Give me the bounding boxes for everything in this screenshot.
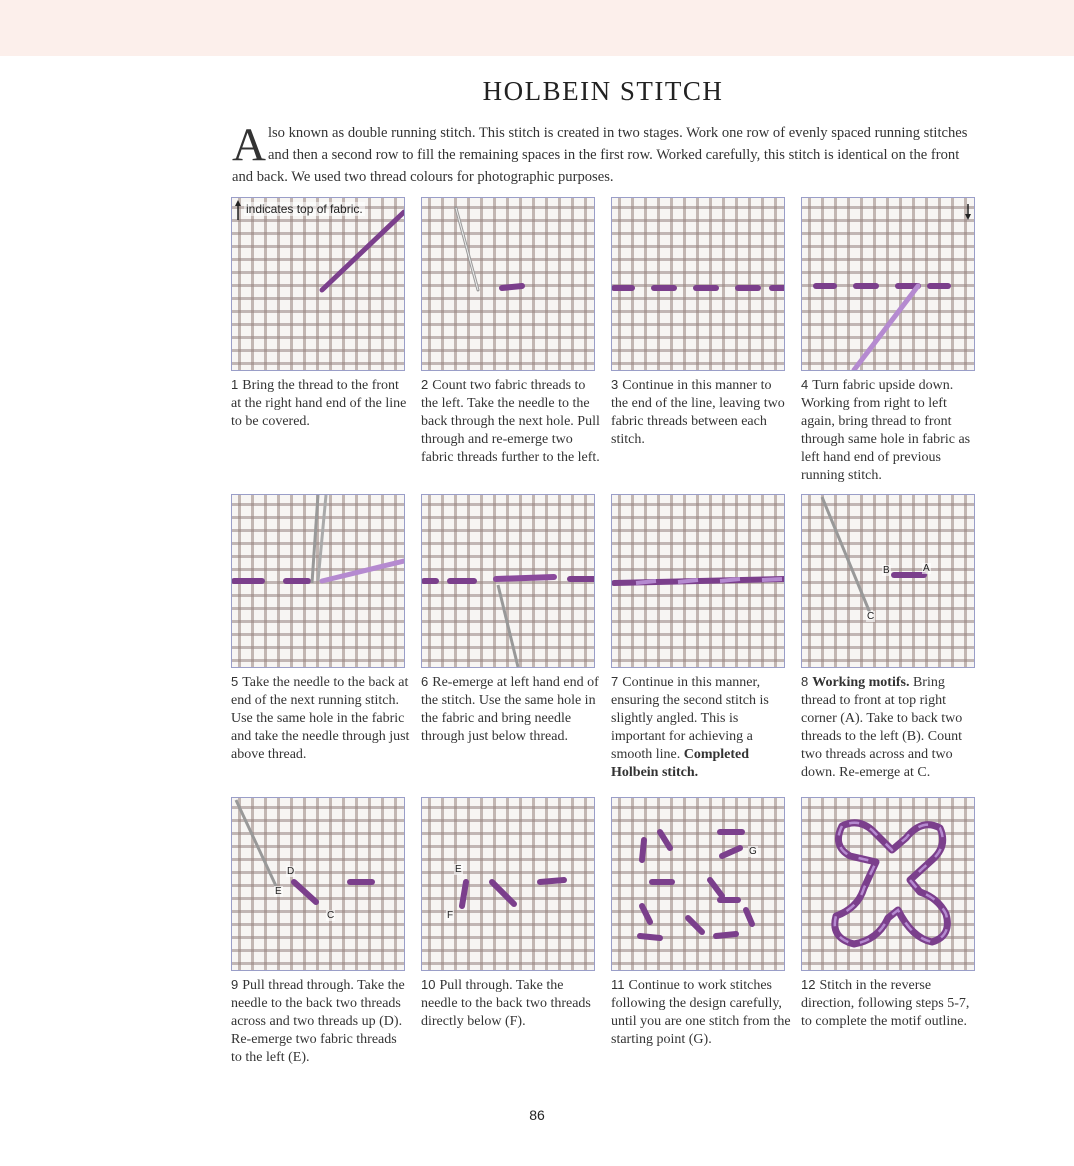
page-title: HOLBEIN STITCH (482, 76, 724, 106)
step-10-text: Pull through. Take the needle to the back two threads directly below (F). (421, 978, 591, 1029)
step-7-text: Continue in this manner, ensuring the second stitch is slightly angled. This is important for achieving a smooth line. (611, 675, 769, 762)
step-10-illustration (422, 798, 594, 970)
step-1-caption (231, 376, 411, 431)
page-number: 86 (529, 1107, 545, 1123)
step-8-photo (801, 494, 975, 668)
step-1-note: indicates top of fabric. (246, 202, 363, 216)
step-9-label-d: D (287, 866, 295, 877)
step-9-caption (231, 976, 411, 1067)
step-3-photo (611, 197, 785, 371)
step-7 (611, 494, 791, 782)
step-2 (421, 197, 601, 467)
step-8-caption (801, 673, 981, 782)
step-9-number: 9 (231, 977, 239, 992)
step-8-label-a: A (923, 563, 930, 574)
step-9-photo (231, 797, 405, 971)
step-5 (231, 494, 411, 764)
step-4-number: 4 (801, 377, 809, 392)
step-9 (231, 797, 411, 1067)
step-3-text: Continue in this manner to the end of the line, leaving two fabric threads between each stitch. (611, 378, 785, 447)
step-5-caption (231, 673, 411, 764)
step-4 (801, 197, 981, 485)
step-5-number: 5 (231, 674, 239, 689)
step-10-photo (421, 797, 595, 971)
step-1-number: 1 (231, 377, 239, 392)
step-10-label-e: E (455, 864, 462, 875)
step-5-illustration (232, 495, 404, 667)
step-10 (421, 797, 601, 1031)
step-1 (231, 197, 411, 431)
step-12-photo (801, 797, 975, 971)
step-4-caption (801, 376, 981, 485)
step-12-text: Stitch in the reverse direction, following steps 5-7, to complete the motif outline. (801, 978, 970, 1029)
step-5-text: Take the needle to the back at end of the next running stitch. Use the same hole in the fabric and take the needle through just above thread. (231, 675, 410, 762)
step-10-caption (421, 976, 601, 1031)
step-1-photo (231, 197, 405, 371)
step-2-number: 2 (421, 377, 429, 392)
step-9-label-c: C (327, 910, 335, 921)
step-12-number: 12 (801, 977, 816, 992)
intro-text: lso known as double running stitch. This stitch is created in two stages. Work one row of evenly spaced running stitches and then a second row to fill the remaining spaces in the first row. Worked carefully, this stitch is identical on the front and back. We used two thread colours for photographic purposes. (232, 125, 968, 185)
step-2-illustration (422, 198, 594, 370)
step-11-caption (611, 976, 791, 1049)
step-1-text: Bring the thread to the front at the right hand end of the line to be covered. (231, 378, 407, 429)
step-2-caption (421, 376, 601, 467)
step-4-photo (801, 197, 975, 371)
step-4-text: Turn fabric upside down. Working from right to left again, bring thread to front through same hole in fabric as left hand end of previous running stitch. (801, 378, 971, 483)
step-6-illustration (422, 495, 594, 667)
step-8-bold: Working motifs. (812, 675, 910, 690)
step-11 (611, 797, 791, 1049)
top-band (0, 0, 1074, 56)
step-1-illustration (232, 198, 404, 370)
step-6-number: 6 (421, 674, 429, 689)
step-11-number: 11 (611, 977, 625, 992)
step-2-text: Count two fabric threads to the left. Take the needle to the back through the next hole. Pull through and re-emerge two fabric threads further to the left. (421, 378, 600, 465)
step-6-photo (421, 494, 595, 668)
step-8-text: Bring thread to front at top right corner (A). Take to back two threads to the left (B). Count two threads across and two down. Re-emerge at C. (801, 675, 963, 780)
step-8-number: 8 (801, 674, 809, 689)
step-7-bold: Completed Holbein stitch. (611, 747, 750, 780)
step-9-illustration (232, 798, 404, 970)
step-7-number: 7 (611, 674, 619, 689)
step-3-illustration (612, 198, 784, 370)
step-3-number: 3 (611, 377, 619, 392)
step-8 (801, 494, 981, 782)
step-4-illustration (802, 198, 974, 370)
step-7-caption (611, 673, 791, 782)
step-2-photo (421, 197, 595, 371)
step-8-label-c: C (867, 611, 875, 622)
step-11-text: Continue to work stitches following the design carefully, until you are one stitch from the starting point (G). (611, 978, 791, 1047)
step-8-illustration (802, 495, 974, 667)
step-7-illustration (612, 495, 784, 667)
step-12 (801, 797, 981, 1031)
step-6 (421, 494, 601, 746)
step-3-caption (611, 376, 791, 449)
step-12-caption (801, 976, 981, 1031)
step-11-label-g: G (749, 846, 757, 857)
step-9-label-e: E (275, 886, 282, 897)
step-7-photo (611, 494, 785, 668)
step-6-caption (421, 673, 601, 746)
step-8-label-b: B (883, 565, 890, 576)
step-12-illustration (802, 798, 974, 970)
step-11-illustration (612, 798, 784, 970)
step-3 (611, 197, 791, 449)
step-9-text: Pull thread through. Take the needle to the back two threads across and two threads up (D). Re-emerge two fabric threads to the left (E). (231, 978, 405, 1065)
intro-dropcap: A (232, 119, 266, 171)
step-5-photo (231, 494, 405, 668)
step-10-label-f: F (447, 910, 454, 921)
step-11-photo (611, 797, 785, 971)
intro-paragraph (232, 119, 972, 188)
step-10-number: 10 (421, 977, 436, 992)
step-6-text: Re-emerge at left hand end of the stitch. Use the same hole in the fabric and bring needle through just below thread. (421, 675, 599, 744)
